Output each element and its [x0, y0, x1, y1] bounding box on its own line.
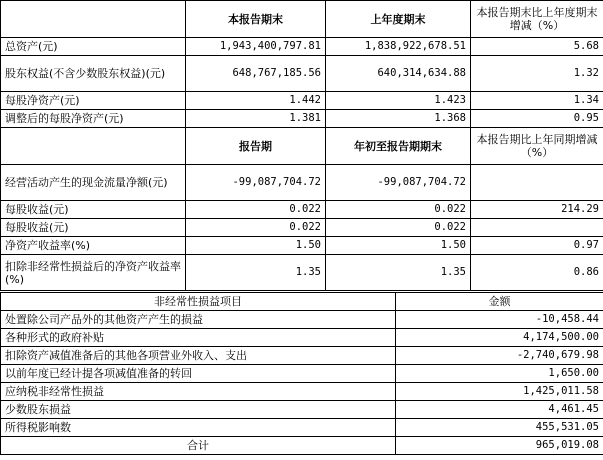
row-label: 每股收益(元) — [1, 219, 186, 237]
row-label: 每股净资产(元) — [1, 92, 186, 110]
table-row — [1, 311, 603, 329]
row-label: 所得税影响数 — [1, 419, 396, 437]
header-cell-ytd: 年初至报告期期末 — [326, 128, 471, 165]
cell-value: 1.35 — [326, 255, 471, 291]
row-label: 处置除公司产品外的其他资产产生的损益 — [1, 311, 396, 329]
header-cell-empty — [1, 128, 186, 165]
cell-value: 4,461.45 — [396, 401, 603, 419]
cell-value: 640,314,634.88 — [326, 56, 471, 92]
cell-value: 0.022 — [326, 219, 471, 237]
cell-value: 1.442 — [186, 92, 326, 110]
cell-value: 1.368 — [326, 110, 471, 128]
cell-value: 214.29 — [471, 201, 603, 219]
cell-value: 1,425,011.58 — [396, 383, 603, 401]
cell-value: 1.35 — [186, 255, 326, 291]
table-header-row — [1, 1, 603, 38]
row-label: 调整后的每股净资产(元) — [1, 110, 186, 128]
total-label: 合计 — [1, 437, 396, 455]
table-header-row — [1, 293, 603, 311]
cell-value: 1,838,922,678.51 — [326, 38, 471, 56]
cell-value: 0.022 — [186, 201, 326, 219]
header-cell-change-pct: 本报告期末比上年度期末增减（%） — [471, 1, 603, 38]
cell-value: 0.95 — [471, 110, 603, 128]
row-label: 扣除资产减值准备后的其他各项营业外收入、支出 — [1, 347, 396, 365]
cell-value: 648,767,185.56 — [186, 56, 326, 92]
table-header-row — [1, 128, 603, 165]
cell-value: 4,174,500.00 — [396, 329, 603, 347]
cell-value: 5.68 — [471, 38, 603, 56]
total-row — [1, 437, 603, 455]
cell-value: 1.50 — [186, 237, 326, 255]
cell-value: 455,531.05 — [396, 419, 603, 437]
row-label: 扣除非经常性损益后的净资产收益率(%) — [1, 255, 186, 291]
row-label: 每股收益(元) — [1, 201, 186, 219]
cell-value: -10,458.44 — [396, 311, 603, 329]
header-cell-item: 非经常性损益项目 — [1, 293, 396, 311]
table-row — [1, 419, 603, 437]
table-row — [1, 201, 603, 219]
balance-summary-table — [0, 0, 603, 128]
total-value: 965,019.08 — [396, 437, 603, 455]
table-row — [1, 56, 603, 92]
table-row — [1, 383, 603, 401]
cell-value: 1.32 — [471, 56, 603, 92]
row-label: 以前年度已经计提各项减值准备的转回 — [1, 365, 396, 383]
cell-value: 0.022 — [326, 201, 471, 219]
cell-value: 0.022 — [186, 219, 326, 237]
table-row — [1, 92, 603, 110]
row-label: 少数股东损益 — [1, 401, 396, 419]
cell-value: 0.86 — [471, 255, 603, 291]
row-label: 经营活动产生的现金流量净额(元) — [1, 165, 186, 201]
cell-value: 1.34 — [471, 92, 603, 110]
non-recurring-items-table — [0, 292, 603, 455]
cell-value — [471, 219, 603, 237]
header-cell-amount: 金额 — [396, 293, 603, 311]
table-row — [1, 110, 603, 128]
table-row — [1, 347, 603, 365]
cell-value: -99,087,704.72 — [326, 165, 471, 201]
row-label: 总资产(元) — [1, 38, 186, 56]
table-row — [1, 165, 603, 201]
row-label: 股东权益(不含少数股东权益)(元) — [1, 56, 186, 92]
cell-value: -99,087,704.72 — [186, 165, 326, 201]
header-cell-prior-year-end: 上年度期末 — [326, 1, 471, 38]
cell-value: -2,740,679.98 — [396, 347, 603, 365]
earnings-summary-table — [0, 127, 603, 291]
header-cell-yoy-change: 本报告期比上年同期增减（%） — [471, 128, 603, 165]
row-label: 净资产收益率(%) — [1, 237, 186, 255]
header-cell-empty — [1, 1, 186, 38]
table-row — [1, 329, 603, 347]
cell-value: 1.50 — [326, 237, 471, 255]
row-label: 应纳税非经常性损益 — [1, 383, 396, 401]
header-cell-period-end: 本报告期末 — [186, 1, 326, 38]
table-row — [1, 365, 603, 383]
table-row — [1, 38, 603, 56]
table-row — [1, 237, 603, 255]
cell-value: 1,943,400,797.81 — [186, 38, 326, 56]
table-row — [1, 401, 603, 419]
cell-value: 1,650.00 — [396, 365, 603, 383]
header-cell-report-period: 报告期 — [186, 128, 326, 165]
cell-value — [471, 165, 603, 201]
table-row — [1, 255, 603, 291]
cell-value: 1.423 — [326, 92, 471, 110]
cell-value: 0.97 — [471, 237, 603, 255]
table-row — [1, 219, 603, 237]
row-label: 各种形式的政府补贴 — [1, 329, 396, 347]
cell-value: 1.381 — [186, 110, 326, 128]
